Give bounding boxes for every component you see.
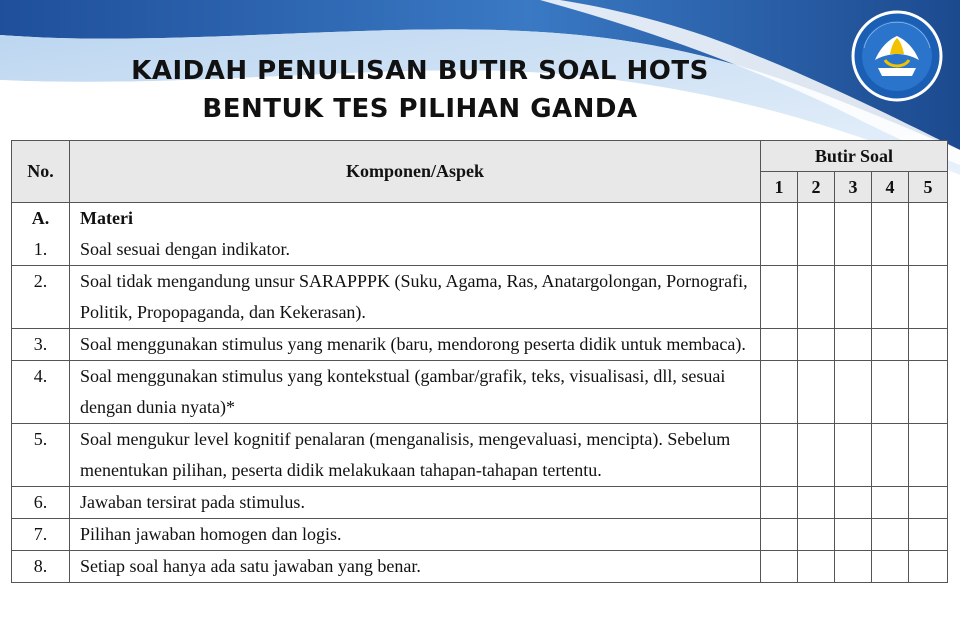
check-cell[interactable] (908, 424, 947, 487)
check-cell[interactable] (908, 203, 947, 266)
row-aspect: Pilihan jawaban homogen dan logis. (70, 519, 761, 551)
table-row (12, 519, 948, 551)
header-butir-3: 3 (834, 172, 871, 203)
check-cell[interactable] (797, 266, 834, 329)
row-number: 6. (12, 487, 70, 519)
row-aspect: Setiap soal hanya ada satu jawaban yang benar. (70, 551, 761, 583)
table-row (12, 329, 948, 361)
check-cell[interactable] (834, 487, 871, 519)
row-number: 8. (12, 551, 70, 583)
row-aspect: Soal menggunakan stimulus yang menarik (baru, mendorong peserta didik untuk membaca). (70, 329, 761, 361)
table-row (12, 424, 948, 487)
check-cell[interactable] (760, 487, 797, 519)
check-cell[interactable] (760, 519, 797, 551)
row-number: 3. (12, 329, 70, 361)
check-cell[interactable] (834, 203, 871, 266)
check-cell[interactable] (760, 329, 797, 361)
check-cell[interactable] (871, 203, 908, 266)
row-aspect-1: Soal sesuai dengan indikator. (80, 239, 290, 259)
check-cell[interactable] (760, 203, 797, 266)
row-aspect: Soal menggunakan stimulus yang kontekstual (gambar/grafik, teks, visualisasi, dll, sesuai dengan dunia nyata)* (70, 361, 761, 424)
check-cell[interactable] (871, 519, 908, 551)
row-number (12, 203, 70, 266)
row-number: 4. (12, 361, 70, 424)
check-cell[interactable] (834, 424, 871, 487)
header-butir-1: 1 (760, 172, 797, 203)
row-aspect (70, 203, 761, 266)
header-no: No. (12, 141, 70, 203)
table-row (12, 361, 948, 424)
row-aspect: Soal mengukur level kognitif penalaran (menganalisis, mengevaluasi, mencipta). Sebelum menentukan pilihan, peserta didik melakukaan tahapan-tahapan tertentu. (70, 424, 761, 487)
check-cell[interactable] (871, 329, 908, 361)
section-number: A. (31, 208, 50, 228)
check-cell[interactable] (797, 519, 834, 551)
section-label: Materi (80, 208, 133, 228)
header-butir-soal: Butir Soal (760, 141, 947, 172)
check-cell[interactable] (871, 361, 908, 424)
check-cell[interactable] (797, 329, 834, 361)
check-cell[interactable] (908, 329, 947, 361)
check-cell[interactable] (834, 329, 871, 361)
check-cell[interactable] (908, 519, 947, 551)
header-komponen: Komponen/Aspek (70, 141, 761, 203)
check-cell[interactable] (871, 266, 908, 329)
check-cell[interactable] (797, 424, 834, 487)
header-butir-4: 4 (871, 172, 908, 203)
table-row (12, 551, 948, 583)
tut-wuri-handayani-logo (850, 10, 944, 102)
check-cell[interactable] (834, 551, 871, 583)
check-cell[interactable] (834, 266, 871, 329)
check-cell[interactable] (760, 424, 797, 487)
check-cell[interactable] (871, 424, 908, 487)
slide-title-line-1: KAIDAH PENULISAN BUTIR SOAL HOTS (131, 56, 709, 86)
check-cell[interactable] (908, 361, 947, 424)
header-butir-2: 2 (797, 172, 834, 203)
row-aspect: Soal tidak mengandung unsur SARAPPPK (Suku, Agama, Ras, Anatargolongan, Pornografi, Politik, Propopaganda, dan Kekerasan). (70, 266, 761, 329)
row-aspect: Jawaban tersirat pada stimulus. (70, 487, 761, 519)
table-row (12, 266, 948, 329)
row-number: 5. (12, 424, 70, 487)
check-cell[interactable] (797, 487, 834, 519)
check-cell[interactable] (908, 487, 947, 519)
check-cell[interactable] (797, 361, 834, 424)
check-cell[interactable] (760, 361, 797, 424)
table-row (12, 203, 948, 266)
checklist-table (11, 140, 948, 583)
header-butir-5: 5 (908, 172, 947, 203)
row-number: 7. (12, 519, 70, 551)
check-cell[interactable] (908, 551, 947, 583)
check-cell[interactable] (760, 266, 797, 329)
check-cell[interactable] (908, 266, 947, 329)
check-cell[interactable] (834, 361, 871, 424)
row-number: 2. (12, 266, 70, 329)
table-row (12, 487, 948, 519)
check-cell[interactable] (797, 551, 834, 583)
row-number-1: 1. (33, 239, 48, 259)
check-cell[interactable] (834, 519, 871, 551)
check-cell[interactable] (797, 203, 834, 266)
check-cell[interactable] (760, 551, 797, 583)
slide-title-line-2: BENTUK TES PILIHAN GANDA (202, 94, 638, 124)
check-cell[interactable] (871, 487, 908, 519)
check-cell[interactable] (871, 551, 908, 583)
